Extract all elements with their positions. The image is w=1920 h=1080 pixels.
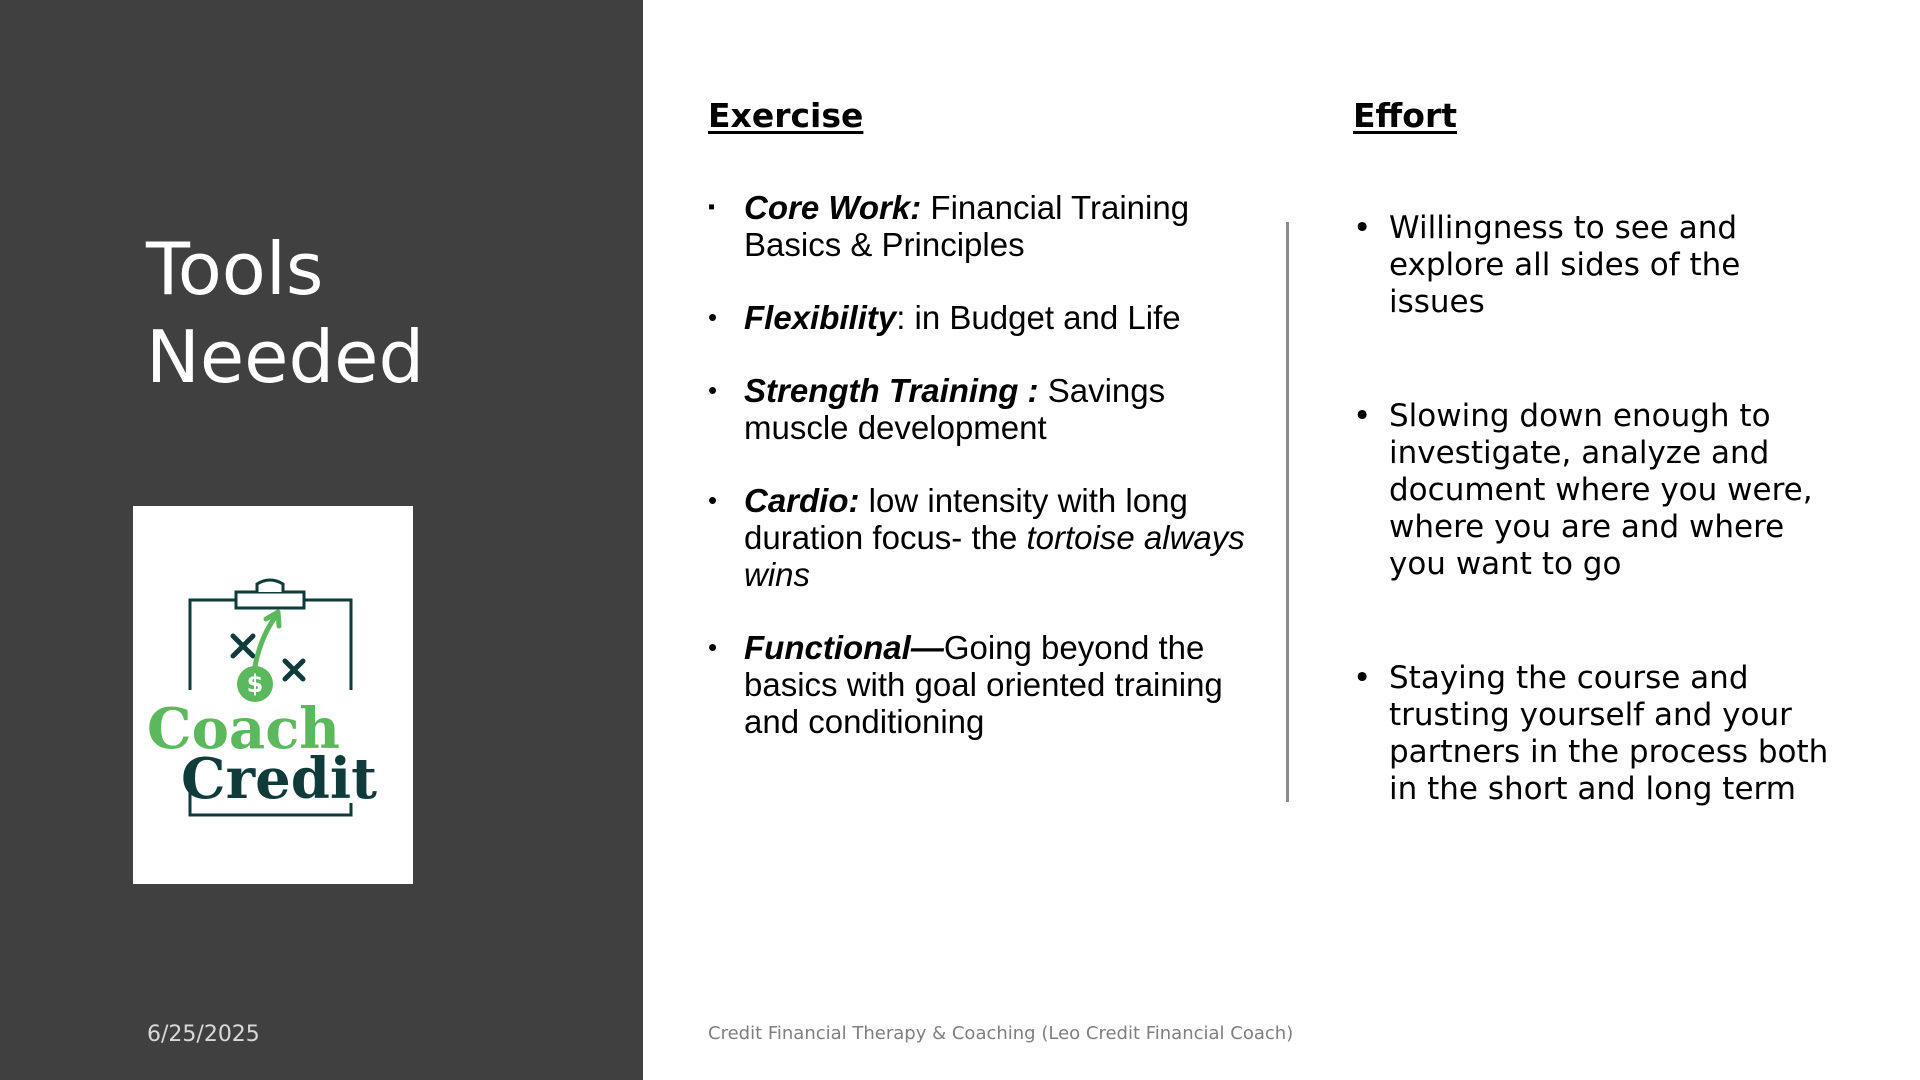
bullet-icon: • [708, 485, 718, 515]
exercise-list [708, 189, 1268, 776]
logo-text-coach: Coach [147, 696, 341, 762]
svg-text:$: $ [246, 670, 264, 698]
clipboard-play-dollar-icon [133, 506, 413, 884]
exercise-item-functional [708, 629, 1268, 740]
exercise-item-flexibility [708, 299, 1268, 336]
column-divider [1286, 222, 1289, 802]
exercise-text: Savings muscle development [744, 372, 1166, 446]
square-bullet-icon: ▪ [708, 196, 716, 218]
bullet-icon: • [708, 302, 718, 332]
coach-credit-logo [133, 506, 413, 884]
exercise-heading: Exercise [708, 96, 864, 135]
exercise-italic-text: tortoise always wins [744, 519, 1245, 593]
effort-list [1353, 210, 1833, 808]
slide-title-line-1: Tools [146, 227, 324, 311]
bullet-icon: • [708, 375, 718, 405]
exercise-term: Flexibility [744, 299, 897, 336]
effort-text: Slowing down enough to investigate, analyze and document where you were, where you are and where you want to go [1389, 398, 1813, 582]
exercise-item-core-work [708, 189, 1268, 263]
exercise-text: Financial Training Basics & Principles [744, 189, 1190, 263]
slide-title-line-2: Needed [146, 315, 425, 399]
slide-date: 6/25/2025 [147, 1022, 260, 1047]
logo-text-credit: Credit [181, 746, 377, 812]
effort-text: Willingness to see and explore all sides of the issues [1389, 210, 1741, 320]
exercise-item-cardio [708, 482, 1268, 593]
exercise-text: low intensity with long duration focus- the [744, 482, 1188, 556]
exercise-term: Strength Training : [744, 372, 1048, 409]
effort-text: Staying the course and trusting yourself and your partners in the process both in the short and long term [1389, 660, 1829, 807]
bullet-icon: • [1353, 210, 1372, 246]
exercise-term: Cardio: [744, 482, 869, 519]
effort-item-staying-course [1353, 660, 1833, 808]
effort-heading: Effort [1353, 96, 1457, 135]
bullet-icon: • [1353, 660, 1372, 696]
exercise-text: Going beyond the basics with goal oriented training and conditioning [744, 629, 1223, 740]
exercise-item-strength-training [708, 372, 1268, 446]
effort-item-willingness [1353, 210, 1833, 321]
slide-footer: Credit Financial Therapy & Coaching (Leo Credit Financial Coach) [708, 1023, 1294, 1044]
bullet-icon: • [1353, 398, 1372, 434]
left-panel [0, 0, 643, 1080]
bullet-icon: • [708, 632, 718, 662]
effort-item-slowing-down [1353, 398, 1833, 583]
exercise-term: Core Work: [744, 189, 922, 226]
exercise-text: : in Budget and Life [896, 299, 1181, 336]
slide-title [146, 225, 424, 401]
exercise-term: Functional— [744, 629, 944, 666]
